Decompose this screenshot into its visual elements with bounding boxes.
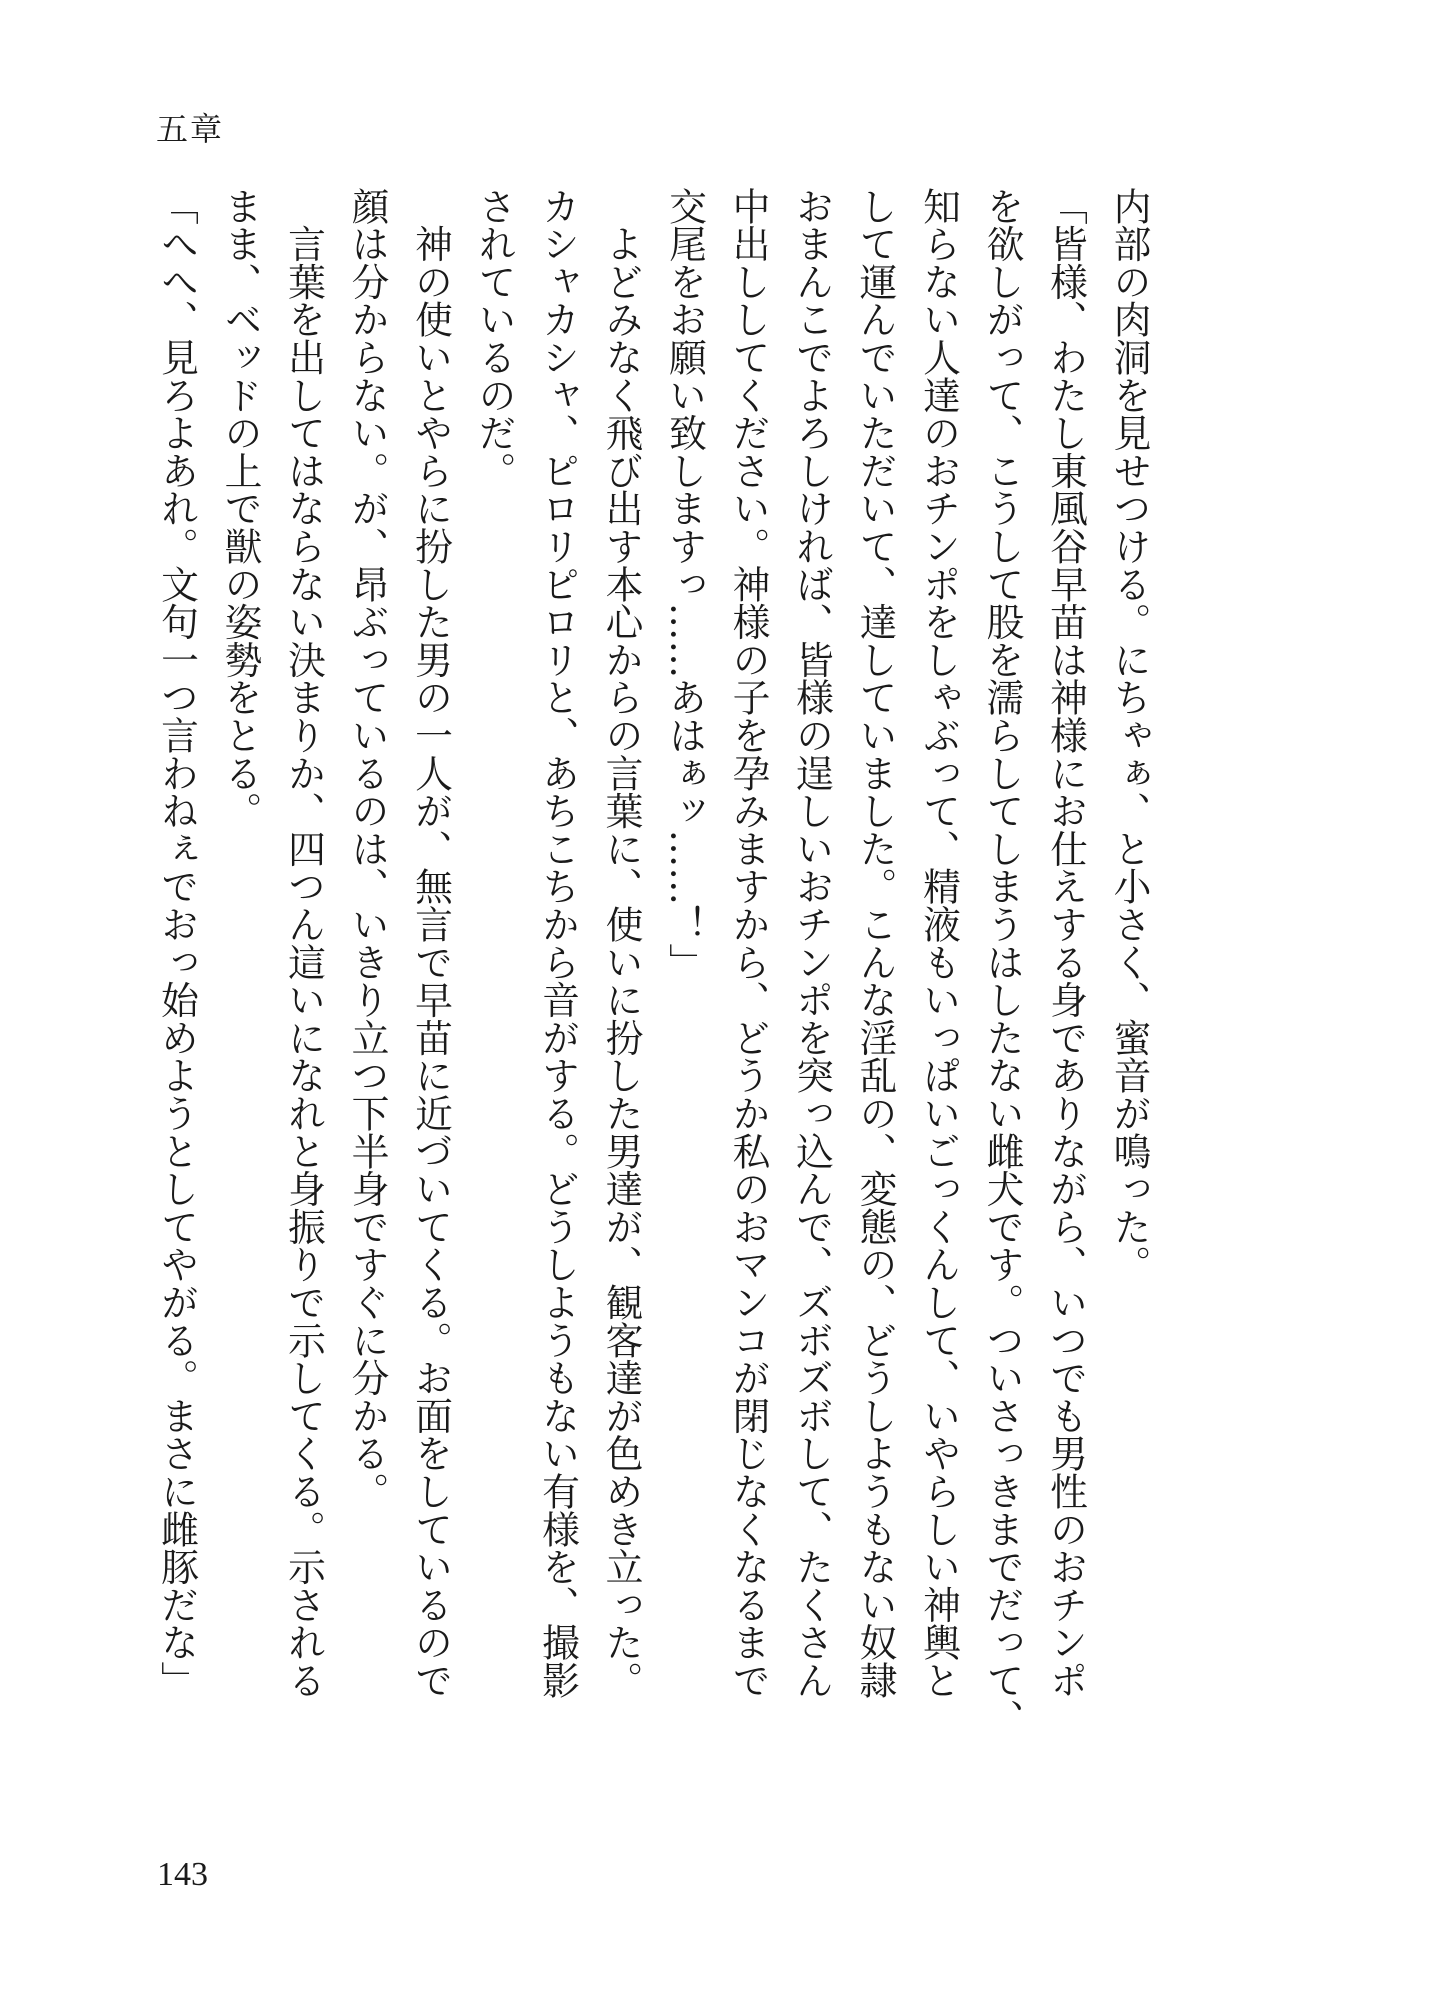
text-line: よどみなく飛び出す本心からの言葉に、使いに扮した男達が、観客達が色めき立った。 [599,187,643,1699]
text-line: カシャカシャ、ピロリピロリと、あちこちから音がする。どうしようもない有様を、撮影 [535,187,580,1699]
text-line: 中出ししてください。神様の子を孕みますから、どうか私のおマンコが閉じなくなるまで [726,187,770,1699]
text-line: 神の使いとやらに扮した男の一人が、無言で早苗に近づいてくる。お面をしているので [408,187,453,1699]
body-text [144,187,1160,1797]
text-line: 「皆様、わたし東風谷早苗は神様にお仕えする身でありながら、いつでも男性のおチンポ [1043,187,1088,1699]
text-line: まま、ベッドの上で獣の姿勢をとる。 [218,187,262,830]
text-line: 言葉を出してはならない決まりか、四つん這いになれと身振りで示してくる。示される [281,187,326,1699]
chapter-header: 五章 [156,110,225,148]
page-number: 143 [157,1856,208,1893]
text-line: 顔は分からない。が、昂ぶっているのは、いきり立つ下半身ですぐに分かる。 [345,187,389,1510]
text-line: されているのだ。 [472,187,516,490]
text-line: 内部の肉洞を見せつける。にちゃぁ、と小さく、蜜音が鳴った。 [1107,187,1151,1284]
text-line: 知らない人達のおチンポをしゃぶって、精液もいっぱいごっくんして、いやらしい神輿と [916,187,961,1699]
text-line: おまんこでよろしければ、皆様の逞しいおチンポを突っ込んで、ズボズボして、たくさん [789,187,834,1699]
text-line: 交尾をお願い致しますっ……あはぁッ……！」 [662,187,707,981]
text-line: 「へへ、見ろよあれ。文句一つ言わねぇでおっ始めようとしてやがる。まさに雌豚だな」 [154,187,199,1699]
text-line: して運んでいただいて、達していました。こんな淫乱の、変態の、どうしようもない奴隷 [853,187,897,1699]
text-line: を欲しがって、こうして股を濡らしてしまうはしたない雌犬です。ついさっきまでだって、 [980,187,1024,1737]
